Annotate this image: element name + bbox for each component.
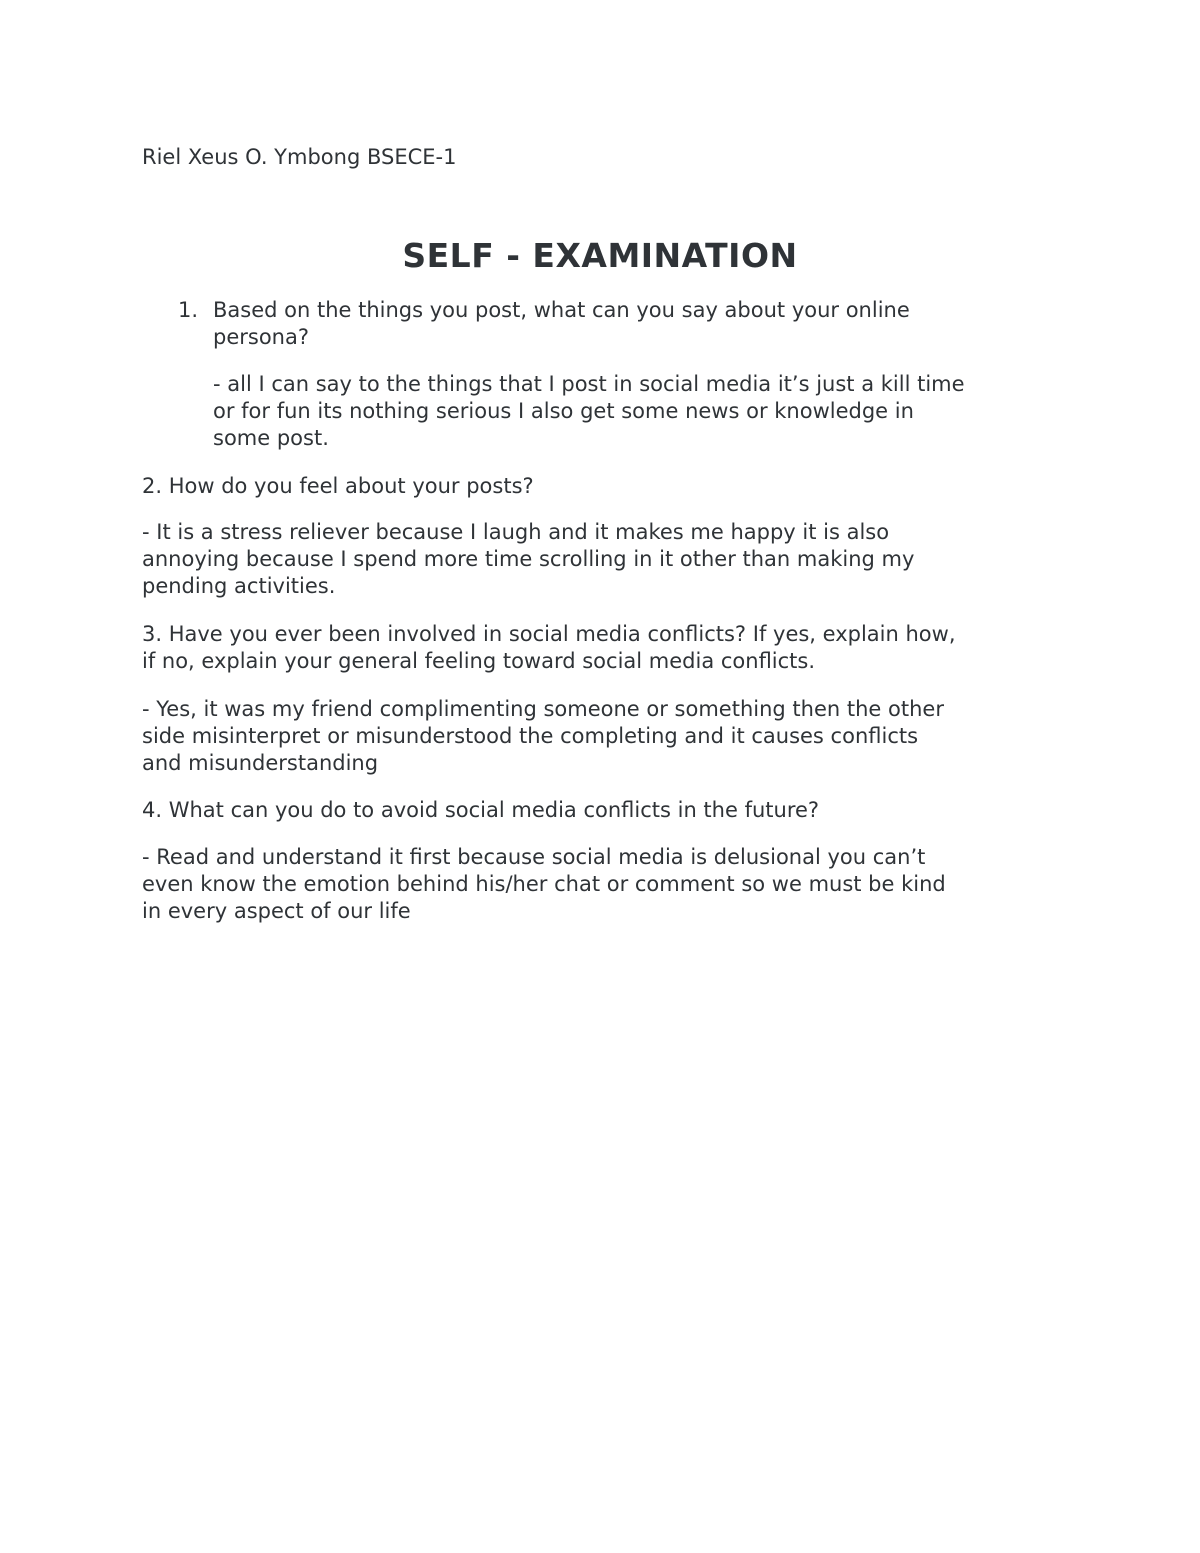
question-4-text: 4. What can you do to avoid social media conflicts in the future? [142, 798, 820, 822]
answer-1-text: - all I can say to the things that I post in social media it’s just a kill time or for fun its nothing serious I also get some news or knowledge in some post. [213, 372, 965, 450]
question-1-text: Based on the things you post, what can you say about your online persona? [213, 298, 910, 349]
question-2-text: 2. How do you feel about your posts? [142, 474, 534, 498]
author-line: Riel Xeus O. Ymbong BSECE-1 [142, 145, 457, 169]
question-3-text: 3. Have you ever been involved in social media conflicts? If yes, explain how, if no, explain your general feeling toward social media conflicts. [142, 622, 956, 673]
answer-3-text: - Yes, it was my friend complimenting someone or something then the other side misinterpret or misunderstood the completing and it causes conflicts and misunderstanding [142, 697, 944, 775]
answer-4-text: - Read and understand it first because social media is delusional you can’t even know the emotion behind his/her chat or comment so we must be kind in every aspect of our life [142, 845, 946, 923]
answer-2-text: - It is a stress reliever because I laugh and it makes me happy it is also annoying because I spend more time scrolling in it other than making my pending activities. [142, 520, 915, 598]
document-title: SELF - EXAMINATION [402, 236, 798, 275]
question-1-number: 1. [178, 298, 199, 322]
